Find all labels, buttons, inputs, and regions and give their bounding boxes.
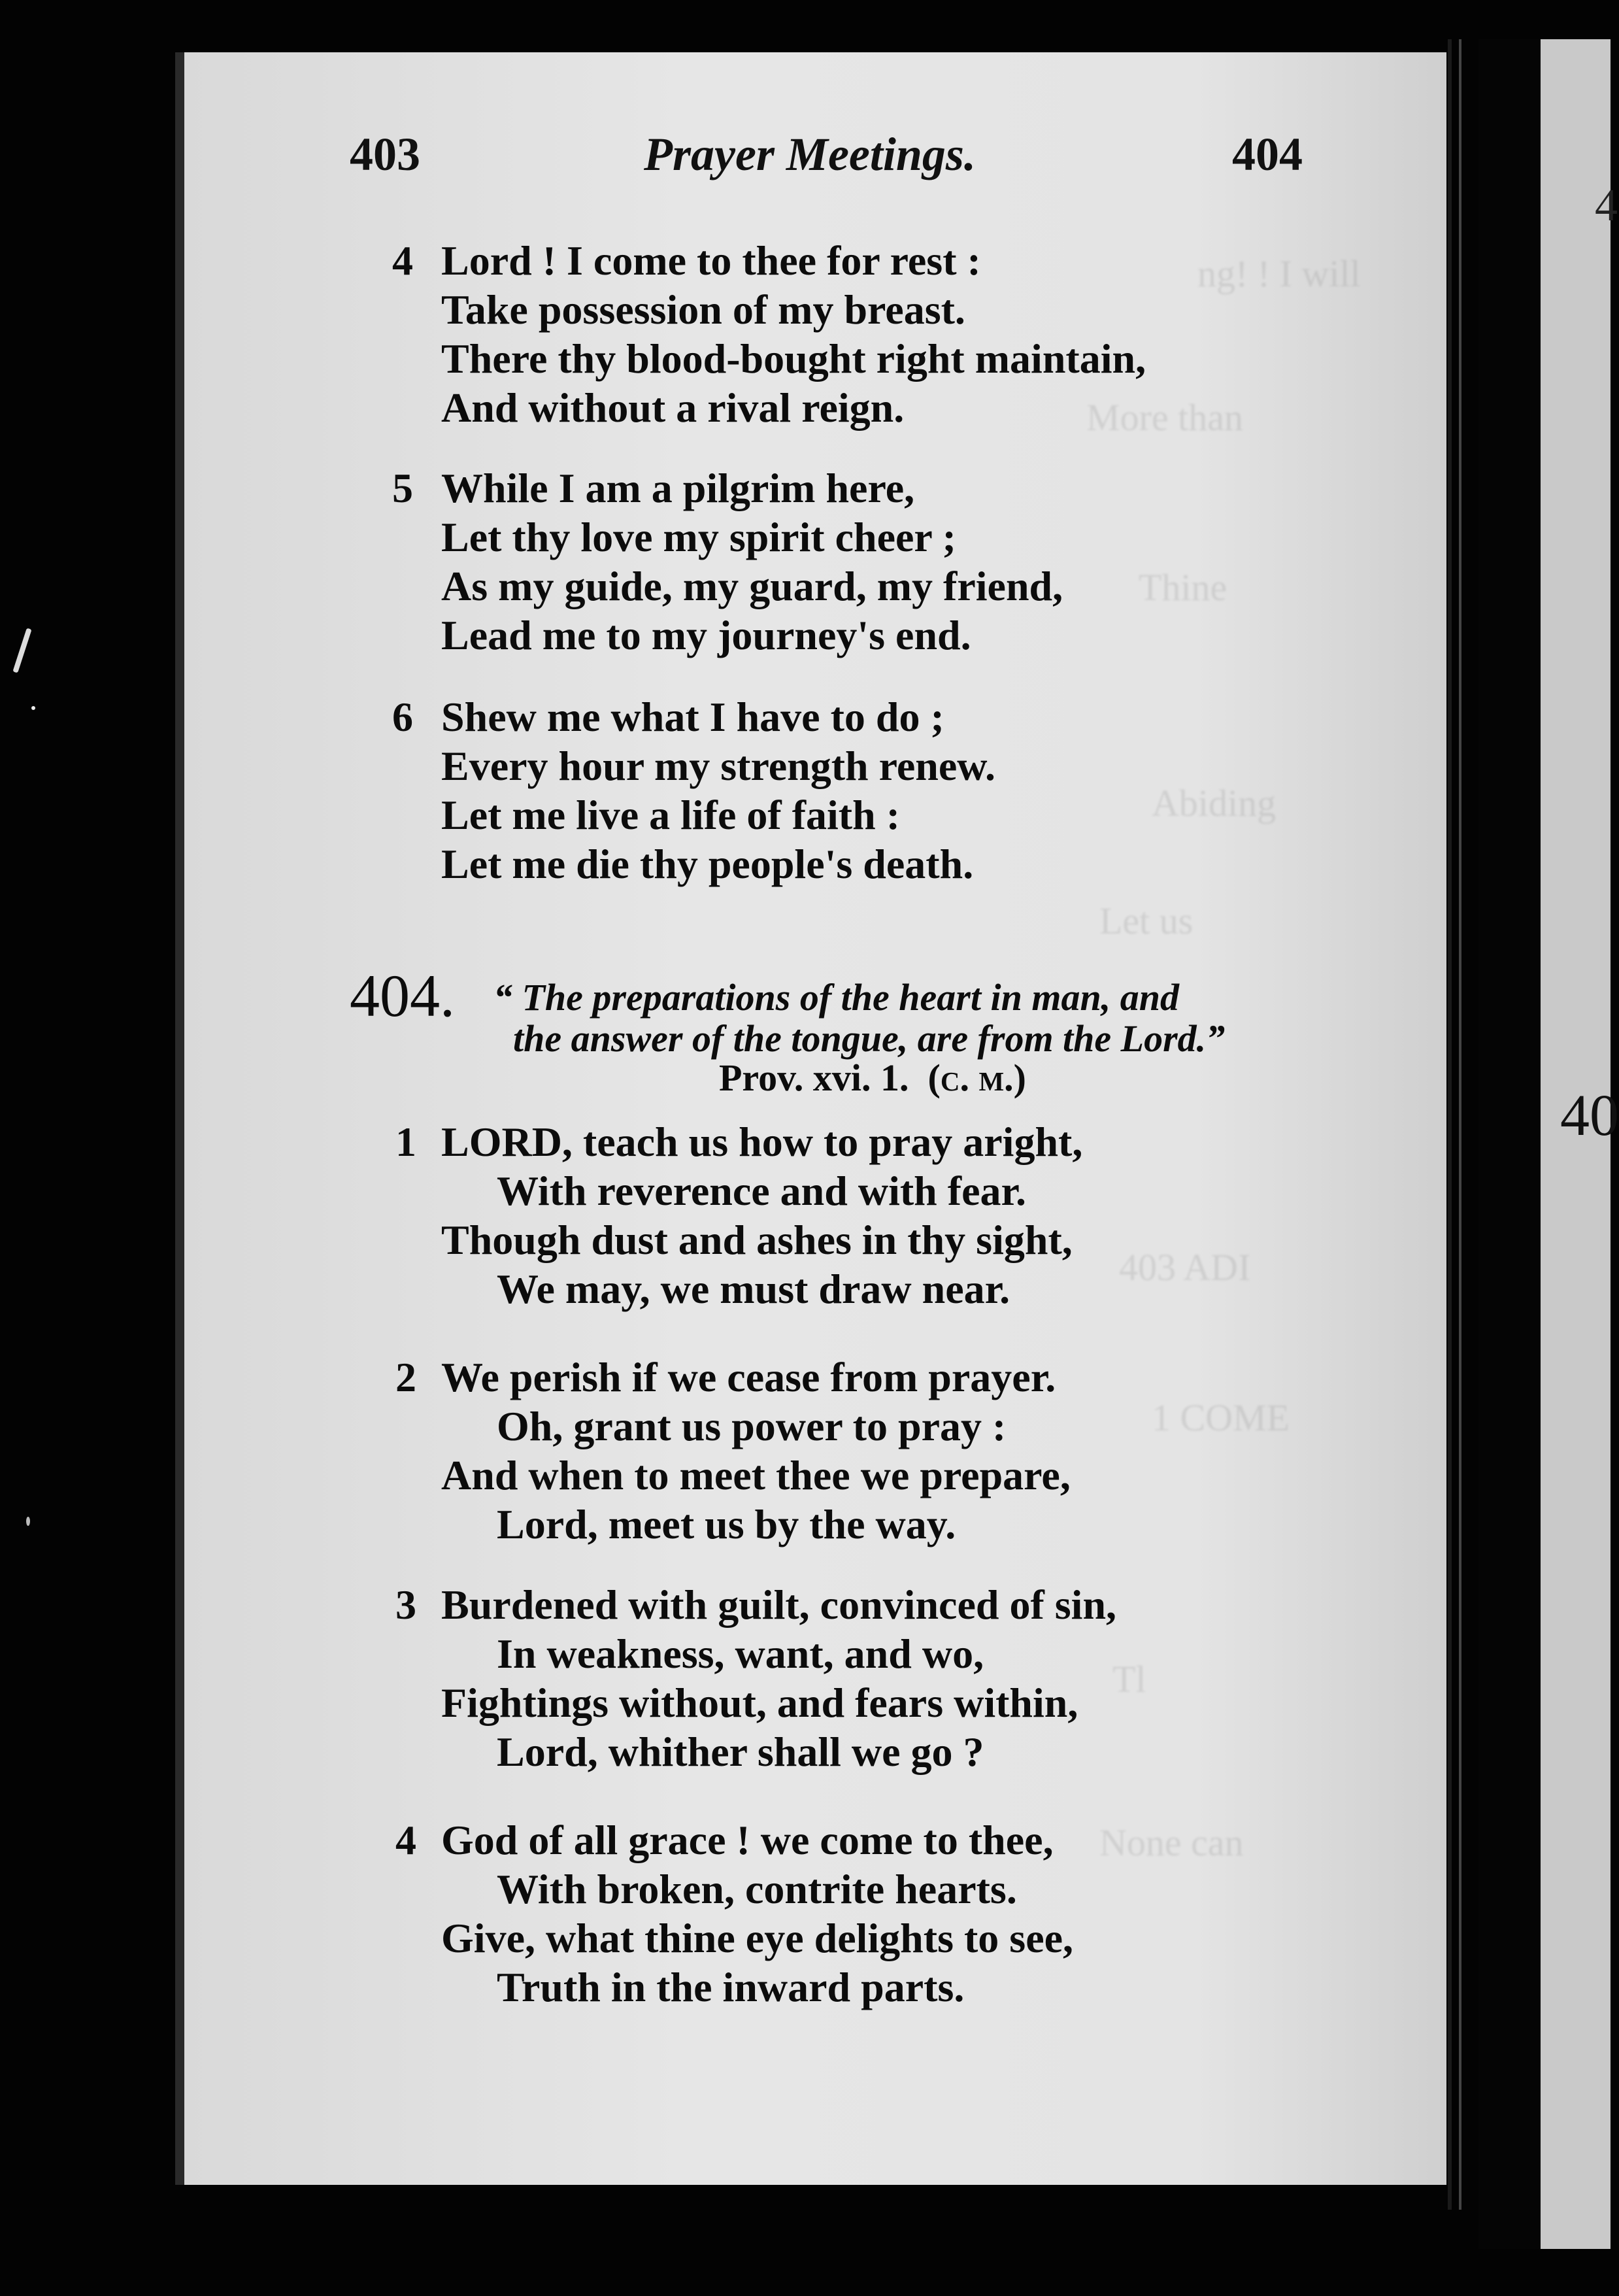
- verse-line: We may, we must draw near.: [497, 1266, 1010, 1312]
- bleed-through-text: Let us: [1099, 900, 1193, 942]
- bleed-through-text: None can: [1099, 1821, 1244, 1864]
- epigraph-line: the answer of the tongue, are from the Lord.”: [513, 1017, 1226, 1060]
- verse-line: Let thy love my spirit cheer ;: [441, 514, 956, 560]
- verse-line: We perish if we cease from prayer.: [441, 1354, 1056, 1400]
- verse-line: Lord, whither shall we go ?: [497, 1729, 984, 1775]
- gutter-line: [1448, 39, 1452, 2210]
- verse-line: Let me live a life of faith :: [441, 792, 900, 838]
- verse-line: And when to meet thee we prepare,: [441, 1452, 1071, 1498]
- verse-line: Burdened with guilt, convinced of sin,: [441, 1581, 1117, 1628]
- verse-line: Lord, meet us by the way.: [497, 1501, 956, 1547]
- verse-line: And without a rival reign.: [441, 384, 905, 431]
- scan-speck: [31, 706, 35, 710]
- verse-line: With broken, contrite hearts.: [497, 1866, 1017, 1912]
- bleed-through-text: Thine: [1139, 566, 1227, 609]
- adjacent-page-number: 4: [1595, 180, 1618, 231]
- hymn-number: 404.: [350, 962, 455, 1029]
- stanza-number: 4: [395, 1817, 416, 1863]
- verse-line: Take possession of my breast.: [441, 286, 965, 333]
- verse-line: As my guide, my guard, my friend,: [441, 563, 1063, 609]
- meter-label: (c. m.): [927, 1056, 1026, 1099]
- verse-line: Shew me what I have to do ;: [441, 694, 944, 740]
- stanza-number: 6: [392, 694, 413, 740]
- verse-line: With reverence and with fear.: [497, 1168, 1026, 1214]
- stanza-number: 3: [395, 1581, 416, 1628]
- verse-line: Oh, grant us power to pray :: [497, 1403, 1007, 1449]
- bleed-through-text: 403 ADI: [1119, 1246, 1251, 1289]
- verse-line: Lord ! I come to thee for rest :: [441, 237, 981, 284]
- stanza-number: 1: [395, 1119, 416, 1165]
- verse-line: Truth in the inward parts.: [497, 1964, 965, 2010]
- verse-line: Though dust and ashes in thy sight,: [441, 1217, 1073, 1263]
- adjacent-hymn-number: 40: [1560, 1083, 1619, 1148]
- verse-line: Let me die thy people's death.: [441, 841, 974, 887]
- verse-line: LORD, teach us how to pray aright,: [441, 1119, 1083, 1165]
- stanza-number: 4: [392, 237, 413, 284]
- adjacent-page-edge: [1478, 39, 1619, 2249]
- verse-line: Fightings without, and fears within,: [441, 1680, 1078, 1726]
- bleed-through-text: More than: [1086, 396, 1243, 439]
- stanza-number: 2: [395, 1354, 416, 1400]
- verse-line: There thy blood-bought right maintain,: [441, 335, 1146, 382]
- verse-line: In weakness, want, and wo,: [497, 1630, 984, 1677]
- verse-line: God of all grace ! we come to thee,: [441, 1817, 1054, 1863]
- scan-speck: [12, 628, 31, 673]
- epigraph-line: “ The preparations of the heart in man, and: [493, 976, 1179, 1019]
- bleed-through-text: Tl: [1112, 1658, 1146, 1700]
- running-title: Prayer Meetings.: [644, 128, 976, 180]
- verse-line: Give, what thine eye delights to see,: [441, 1915, 1073, 1961]
- verse-line: Every hour my strength renew.: [441, 743, 995, 789]
- scripture-reference: [719, 1056, 1026, 1100]
- page-number-left: 403: [350, 128, 420, 180]
- reference-text: Prov. xvi. 1.: [719, 1056, 909, 1099]
- gutter-line: [1459, 39, 1461, 2210]
- page-number-right: 404: [1232, 128, 1303, 180]
- verse-line: Lead me to my journey's end.: [441, 612, 971, 658]
- verse-line: While I am a pilgrim here,: [441, 465, 915, 511]
- bleed-through-text: 1 COME: [1152, 1396, 1290, 1439]
- bleed-through-text: Abiding: [1152, 782, 1277, 824]
- stanza-number: 5: [392, 465, 413, 511]
- bleed-through-text: ng! ! I will: [1197, 252, 1361, 295]
- scan-speck: [26, 1517, 30, 1526]
